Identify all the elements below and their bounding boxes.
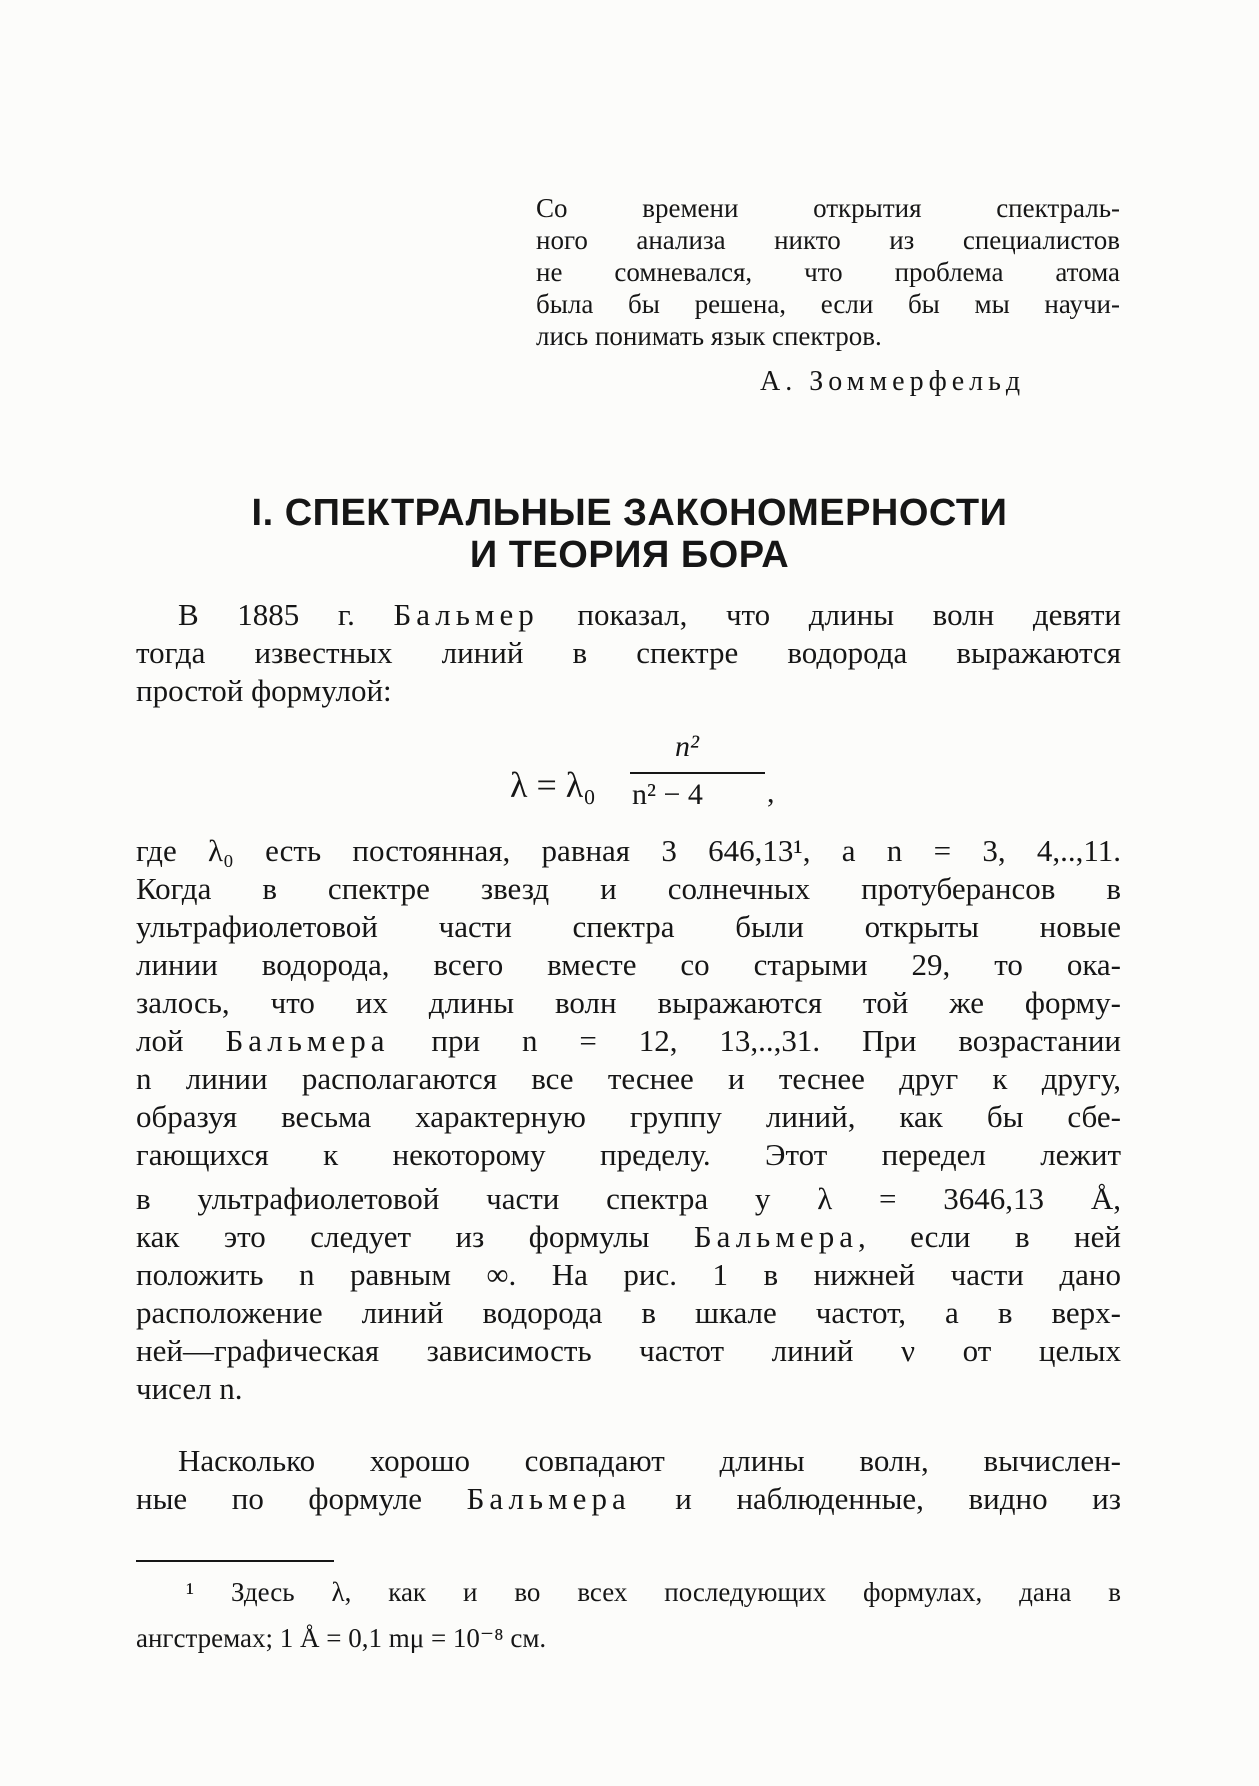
text: лой — [136, 1023, 226, 1058]
text: В 1885 г. — [178, 597, 394, 632]
text-line: ней—графическая зависимость частот линий ν от целых — [136, 1333, 1121, 1368]
formula-comma: , — [767, 776, 775, 809]
text-line: линии водорода, всего вместе со старыми 29, то ока- — [136, 947, 1121, 982]
text: при n = 12, 13,..,31. При возрастании — [389, 1023, 1121, 1058]
text-line: чисел n. — [136, 1371, 243, 1406]
text-line: тогда известных линий в спектре водорода выражаются — [136, 635, 1121, 670]
person-name: Бальмер — [393, 597, 539, 632]
chapter-title — [0, 492, 1259, 576]
text-line: расположение линий водорода в шкале частот, а в верх- — [136, 1295, 1121, 1330]
text: ные по формуле — [136, 1481, 467, 1516]
footnote-rule — [136, 1560, 334, 1562]
chapter-title-line: И ТЕОРИЯ БОРА — [469, 534, 790, 576]
paragraph-2 — [136, 832, 1121, 1408]
text-line — [136, 1218, 1121, 1256]
text-line: образуя весьма характерную группу линий, как бы сбе- — [136, 1099, 1121, 1134]
text-line: в ультрафиолетовой части спектра у λ = 3646,13 Å, — [136, 1181, 1121, 1216]
formula-numerator: n² — [675, 730, 699, 763]
formula-lhs: λ = λ₀ — [510, 765, 596, 805]
text: , если в ней — [857, 1219, 1121, 1254]
text-line: залось, что их длины волн выражаются той же форму- — [136, 985, 1121, 1020]
footnote-line: ¹ Здесь λ, как и во всех последующих формулах, дана в — [186, 1577, 1121, 1607]
text-line — [136, 1480, 1121, 1518]
epigraph-line: ного анализа никто из специалистов — [536, 225, 1120, 255]
text-line: Насколько хорошо совпадают длины волн, вычислен- — [178, 1443, 1121, 1478]
text-line: где λ₀ есть постоянная, равная 3 646,13¹, а n = 3, 4,..,11. — [136, 833, 1121, 868]
text-line — [136, 596, 1121, 634]
text-line: простой формулой: — [136, 673, 392, 708]
person-name: Бальмера — [466, 1481, 631, 1516]
person-name: Бальмера — [693, 1219, 858, 1254]
person-name: Бальмера — [225, 1023, 390, 1058]
text-line — [136, 1022, 1121, 1060]
fraction-bar — [630, 772, 765, 774]
epigraph-line: не сомневался, что проблема атома — [536, 257, 1120, 287]
text: показал, что длины волн девяти — [538, 597, 1121, 632]
text-line: ультрафиолетовой части спектра были открыты новые — [136, 909, 1121, 944]
text: и наблюденные, видно из — [630, 1481, 1122, 1516]
footnote — [136, 1572, 1121, 1658]
paragraph-3 — [136, 1442, 1121, 1518]
text-line: гающихся к некоторому пределу. Этот передел лежит — [136, 1137, 1121, 1172]
epigraph-author: А. Зоммерфельд — [760, 366, 1026, 397]
text-line: положить n равным ∞. На рис. 1 в нижней части дано — [136, 1257, 1121, 1292]
footnote-line: ангстремах; 1 Å = 0,1 mμ = 10⁻⁸ см. — [136, 1623, 547, 1653]
chapter-title-line: I. СПЕКТРАЛЬНЫЕ ЗАКОНОМЕРНОСТИ — [251, 492, 1008, 534]
balmer-formula — [500, 730, 800, 830]
epigraph-line: лись понимать язык спектров. — [536, 321, 882, 351]
epigraph-line: Со времени открытия спектраль- — [536, 193, 1120, 223]
text-line: n линии располагаются все теснее и теснее друг к другу, — [136, 1061, 1121, 1096]
formula-denominator: n² − 4 — [632, 778, 703, 811]
epigraph-line: была бы решена, если бы мы научи- — [536, 289, 1120, 319]
text: как это следует из формулы — [136, 1219, 694, 1254]
text-line: Когда в спектре звезд и солнечных протуберансов в — [136, 871, 1121, 906]
epigraph — [536, 192, 1120, 352]
paragraph-1 — [136, 596, 1121, 710]
